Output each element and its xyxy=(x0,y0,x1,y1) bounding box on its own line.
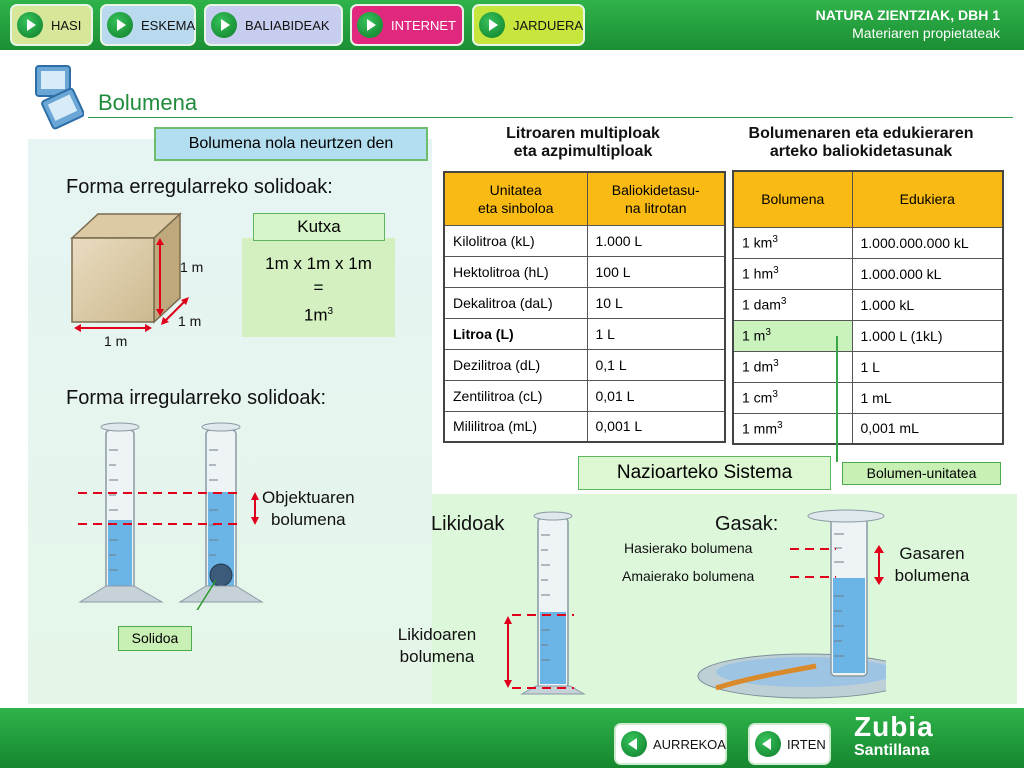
play-icon xyxy=(211,12,237,38)
table-row xyxy=(444,411,725,442)
table-cell: 0,01 L xyxy=(587,380,725,411)
nav-eskema-label: ESKEMA xyxy=(141,17,196,33)
table-cell: 0,1 L xyxy=(587,349,725,380)
formula-line: = xyxy=(313,278,324,297)
course-info xyxy=(816,7,1000,41)
cylinder-with-solid xyxy=(180,423,262,602)
table-cell-highlighted: 1 $m^3$ xyxy=(733,320,852,351)
table-cell: 0,001 mL xyxy=(852,413,1003,444)
box-formula xyxy=(242,238,395,337)
nav-internet-label: INTERNET xyxy=(391,17,456,33)
table-cell: Hektolitroa (hL) xyxy=(444,256,587,287)
table-header-cell: Unitatea eta sinboloa xyxy=(444,172,587,225)
formula-line: 1m x 1m x 1m xyxy=(265,254,372,273)
exit-label: IRTEN xyxy=(787,736,826,752)
course-title: NATURA ZIENTZIAK, DBH 1 xyxy=(815,7,1000,23)
section-tab[interactable]: Bolumena nola neurtzen den xyxy=(154,127,428,161)
nav-eskema-button[interactable] xyxy=(100,4,196,46)
liquid-volume-label: Likidoaren bolumena xyxy=(397,625,477,666)
table-header-cell: Baliokidetasu- na litrotan xyxy=(587,172,725,225)
table-header-row xyxy=(733,171,1003,227)
exit-button[interactable] xyxy=(748,723,831,765)
liquids-heading: Likidoak xyxy=(431,513,505,535)
table-row xyxy=(733,320,1003,351)
table-cell: Dekalitroa (daL) xyxy=(444,287,587,318)
table-row xyxy=(444,287,725,318)
table-cell: 0,001 L xyxy=(587,411,725,442)
nav-internet-button[interactable] xyxy=(350,4,464,46)
table-row xyxy=(733,351,1003,382)
play-icon xyxy=(17,12,43,38)
international-system-label: Nazioarteko Sistema xyxy=(578,456,831,490)
table-cell: 1 dam$^3$ xyxy=(733,289,852,320)
cube-illustration xyxy=(64,212,244,352)
table1-title: Litroaren multiploak eta azpimultiploak xyxy=(506,125,660,160)
table-cell: 1.000.000.000 kL xyxy=(852,227,1003,258)
nav-baliabideak-button[interactable] xyxy=(204,4,343,46)
table-row xyxy=(733,258,1003,289)
cube-edge-label: 1 m xyxy=(104,333,128,349)
table-cell: 100 L xyxy=(587,256,725,287)
nav-jarduera-label: JARDUERA xyxy=(513,17,584,33)
table-header-cell: Bolumena xyxy=(733,171,852,227)
cube-edge-label: 1 m xyxy=(178,313,202,329)
solid-label: Solidoa xyxy=(118,626,192,651)
course-subtitle: Materiaren propietateak xyxy=(852,25,1000,41)
table-cell: 1 $hm^3$ xyxy=(733,258,852,289)
table-header-row xyxy=(444,172,725,225)
nav-jarduera-button[interactable] xyxy=(472,4,585,46)
gas-cylinder-illustration xyxy=(696,506,886,704)
previous-label: AURREKOA xyxy=(653,736,726,752)
table-cell: 1.000.000 kL xyxy=(852,258,1003,289)
play-icon xyxy=(357,12,383,38)
table-row xyxy=(444,349,725,380)
table-cell: 1 $cm^3$ xyxy=(733,382,852,413)
back-arrow-icon xyxy=(621,731,647,757)
table-row xyxy=(733,227,1003,258)
table-row xyxy=(733,413,1003,444)
initial-volume-label: Hasierako bolumena xyxy=(624,540,753,556)
graduated-cylinders-illustration xyxy=(76,420,276,610)
table-row xyxy=(444,380,725,411)
connector-line xyxy=(834,336,840,462)
box-label: Kutxa xyxy=(253,213,385,241)
liter-multiples-table xyxy=(443,171,726,443)
table-cell: Dezilitroa (dL) xyxy=(444,349,587,380)
irregular-solids-heading: Forma irregularreko solidoak: xyxy=(66,387,327,409)
gases-heading: Gasak: xyxy=(715,513,779,535)
table-cell: 1.000 L xyxy=(587,225,725,256)
table2-title: Bolumenaren eta edukieraren arteko baliokidetasunak xyxy=(748,125,974,160)
table-row xyxy=(733,382,1003,413)
table-row xyxy=(444,225,725,256)
play-icon xyxy=(107,12,133,38)
table-cell: 1 $dm^3$ xyxy=(733,351,852,382)
table-cell: Mililitroa (mL) xyxy=(444,411,587,442)
table-header-cell: Edukiera xyxy=(852,171,1003,227)
volume-unit-label: Bolumen-unitatea xyxy=(842,462,1001,485)
title-divider xyxy=(88,117,1013,118)
table-cell: 1 $mm^3$ xyxy=(733,413,852,444)
nav-hasi-label: HASI xyxy=(51,17,82,33)
back-arrow-icon xyxy=(755,731,781,757)
table-cell: 1 mL xyxy=(852,382,1003,413)
table-row xyxy=(444,256,725,287)
publisher-logo: Zubia Santillana xyxy=(854,711,934,759)
page-title: Bolumena xyxy=(98,90,198,115)
nav-baliabideak-label: BALIABIDEAK xyxy=(245,17,330,33)
table-cell: 1 $km^3$ xyxy=(733,227,852,258)
regular-solids-heading: Forma erregularreko solidoak: xyxy=(66,176,333,198)
liquid-cylinder-illustration xyxy=(500,510,590,700)
play-icon xyxy=(479,12,505,38)
screens-logo-icon xyxy=(32,64,84,130)
table-cell: 1.000 L (1kL) xyxy=(852,320,1003,351)
table-cell: 10 L xyxy=(587,287,725,318)
table-cell: 1 L xyxy=(587,318,725,349)
gas-volume-label: Gasaren bolumena xyxy=(894,544,970,585)
table-row xyxy=(444,318,725,349)
formula-result: $1m^3$ xyxy=(303,305,334,325)
cylinder-without-solid xyxy=(80,423,162,602)
table-cell: 1.000 kL xyxy=(852,289,1003,320)
volume-capacity-table xyxy=(732,170,1004,445)
object-volume-label: Objektuaren bolumena xyxy=(262,488,355,529)
table-cell: Kilolitroa (kL) xyxy=(444,225,587,256)
final-volume-label: Amaierako bolumena xyxy=(622,568,755,584)
previous-button[interactable] xyxy=(614,723,727,765)
cube-edge-label: 1 m xyxy=(180,259,204,275)
table-cell: Litroa (L) xyxy=(444,318,587,349)
table-row xyxy=(733,289,1003,320)
table-cell: 1 L xyxy=(852,351,1003,382)
table-cell: Zentilitroa (cL) xyxy=(444,380,587,411)
nav-hasi-button[interactable] xyxy=(10,4,93,46)
